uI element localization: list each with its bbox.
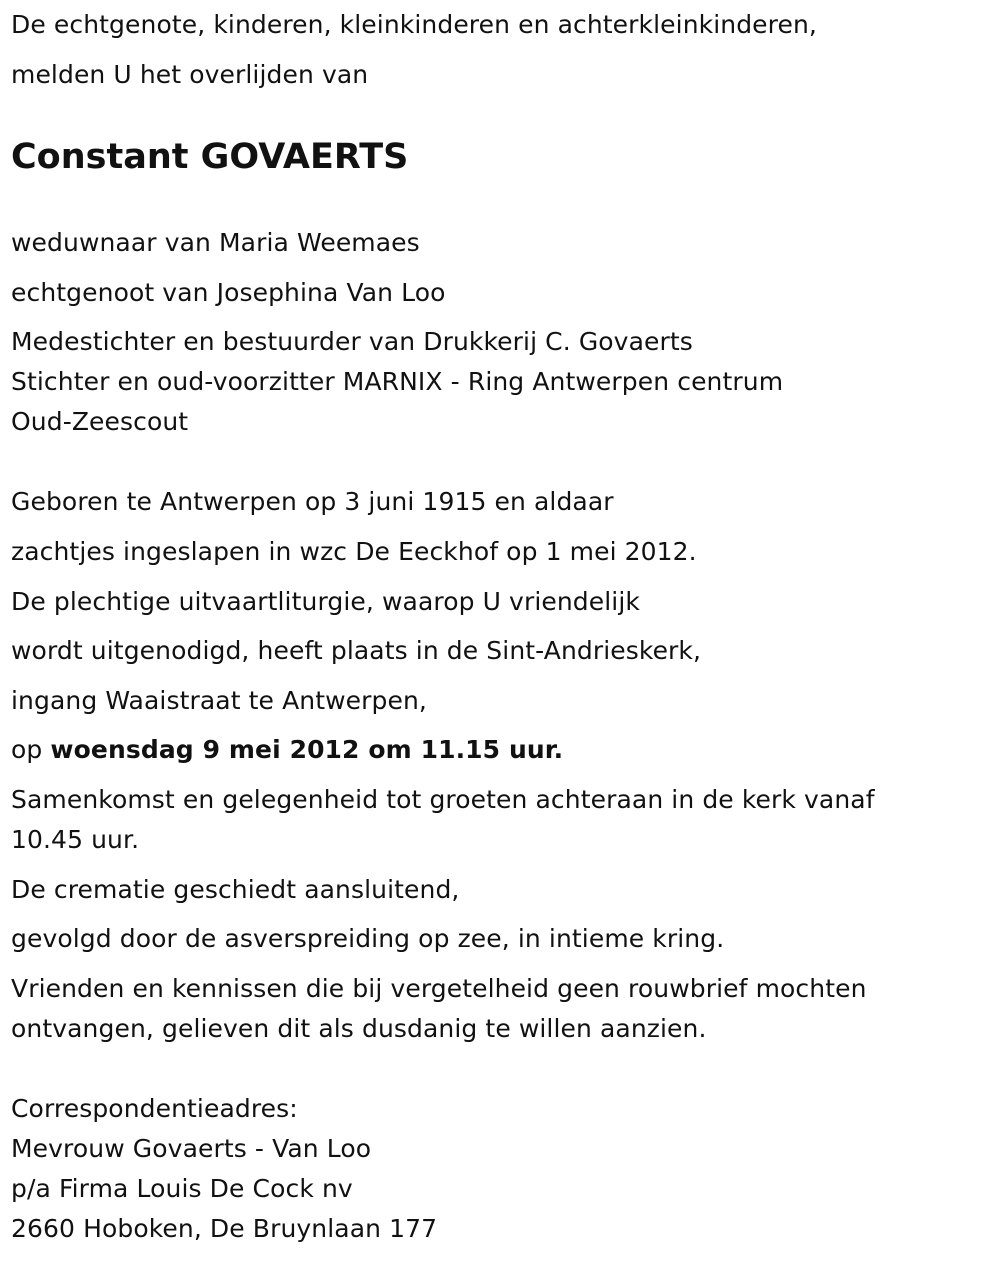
role-line-3: Oud-Zeescout bbox=[11, 407, 189, 436]
service-line bbox=[11, 735, 563, 765]
intro-line-2: melden U het overlijden van bbox=[11, 60, 369, 89]
correspondence-line-1: Mevrouw Govaerts - Van Loo bbox=[11, 1134, 372, 1163]
relation-widower: weduwnaar van Maria Weemaes bbox=[11, 228, 420, 257]
correspondence-label: Correspondentieadres: bbox=[11, 1094, 298, 1123]
correspondence-line-3: 2660 Hoboken, De Bruynlaan 177 bbox=[11, 1214, 438, 1243]
gathering-line-2: 10.45 uur. bbox=[11, 825, 140, 854]
service-datetime: woensdag 9 mei 2012 om 11.15 uur. bbox=[50, 735, 564, 764]
body-line-1: Geboren te Antwerpen op 3 juni 1915 en aldaar bbox=[11, 487, 614, 516]
service-prefix: op bbox=[11, 735, 43, 764]
friends-line-1: Vrienden en kennissen die bij vergetelheid geen rouwbrief mochten bbox=[11, 974, 867, 1003]
cremation-line-2: gevolgd door de asverspreiding op zee, in intieme kring. bbox=[11, 924, 725, 953]
friends-line-2: ontvangen, gelieven dit als dusdanig te willen aanzien. bbox=[11, 1014, 707, 1043]
intro-line-1: De echtgenote, kinderen, kleinkinderen en achterkleinkinderen, bbox=[11, 10, 817, 39]
body-line-4: wordt uitgenodigd, heeft plaats in de Sint-Andrieskerk, bbox=[11, 636, 702, 665]
role-line-2: Stichter en oud-voorzitter MARNIX - Ring Antwerpen centrum bbox=[11, 367, 784, 396]
gathering-line-1: Samenkomst en gelegenheid tot groeten achteraan in de kerk vanaf bbox=[11, 785, 875, 814]
body-line-2: zachtjes ingeslapen in wzc De Eeckhof op 1 mei 2012. bbox=[11, 537, 697, 566]
body-line-5: ingang Waaistraat te Antwerpen, bbox=[11, 686, 427, 715]
role-line-1: Medestichter en bestuurder van Drukkerij C. Govaerts bbox=[11, 327, 693, 356]
relation-spouse: echtgenoot van Josephina Van Loo bbox=[11, 278, 446, 307]
body-line-3: De plechtige uitvaartliturgie, waarop U vriendelijk bbox=[11, 587, 640, 616]
deceased-name: Constant GOVAERTS bbox=[11, 137, 409, 177]
correspondence-line-2: p/a Firma Louis De Cock nv bbox=[11, 1174, 353, 1203]
cremation-line-1: De crematie geschiedt aansluitend, bbox=[11, 875, 460, 904]
